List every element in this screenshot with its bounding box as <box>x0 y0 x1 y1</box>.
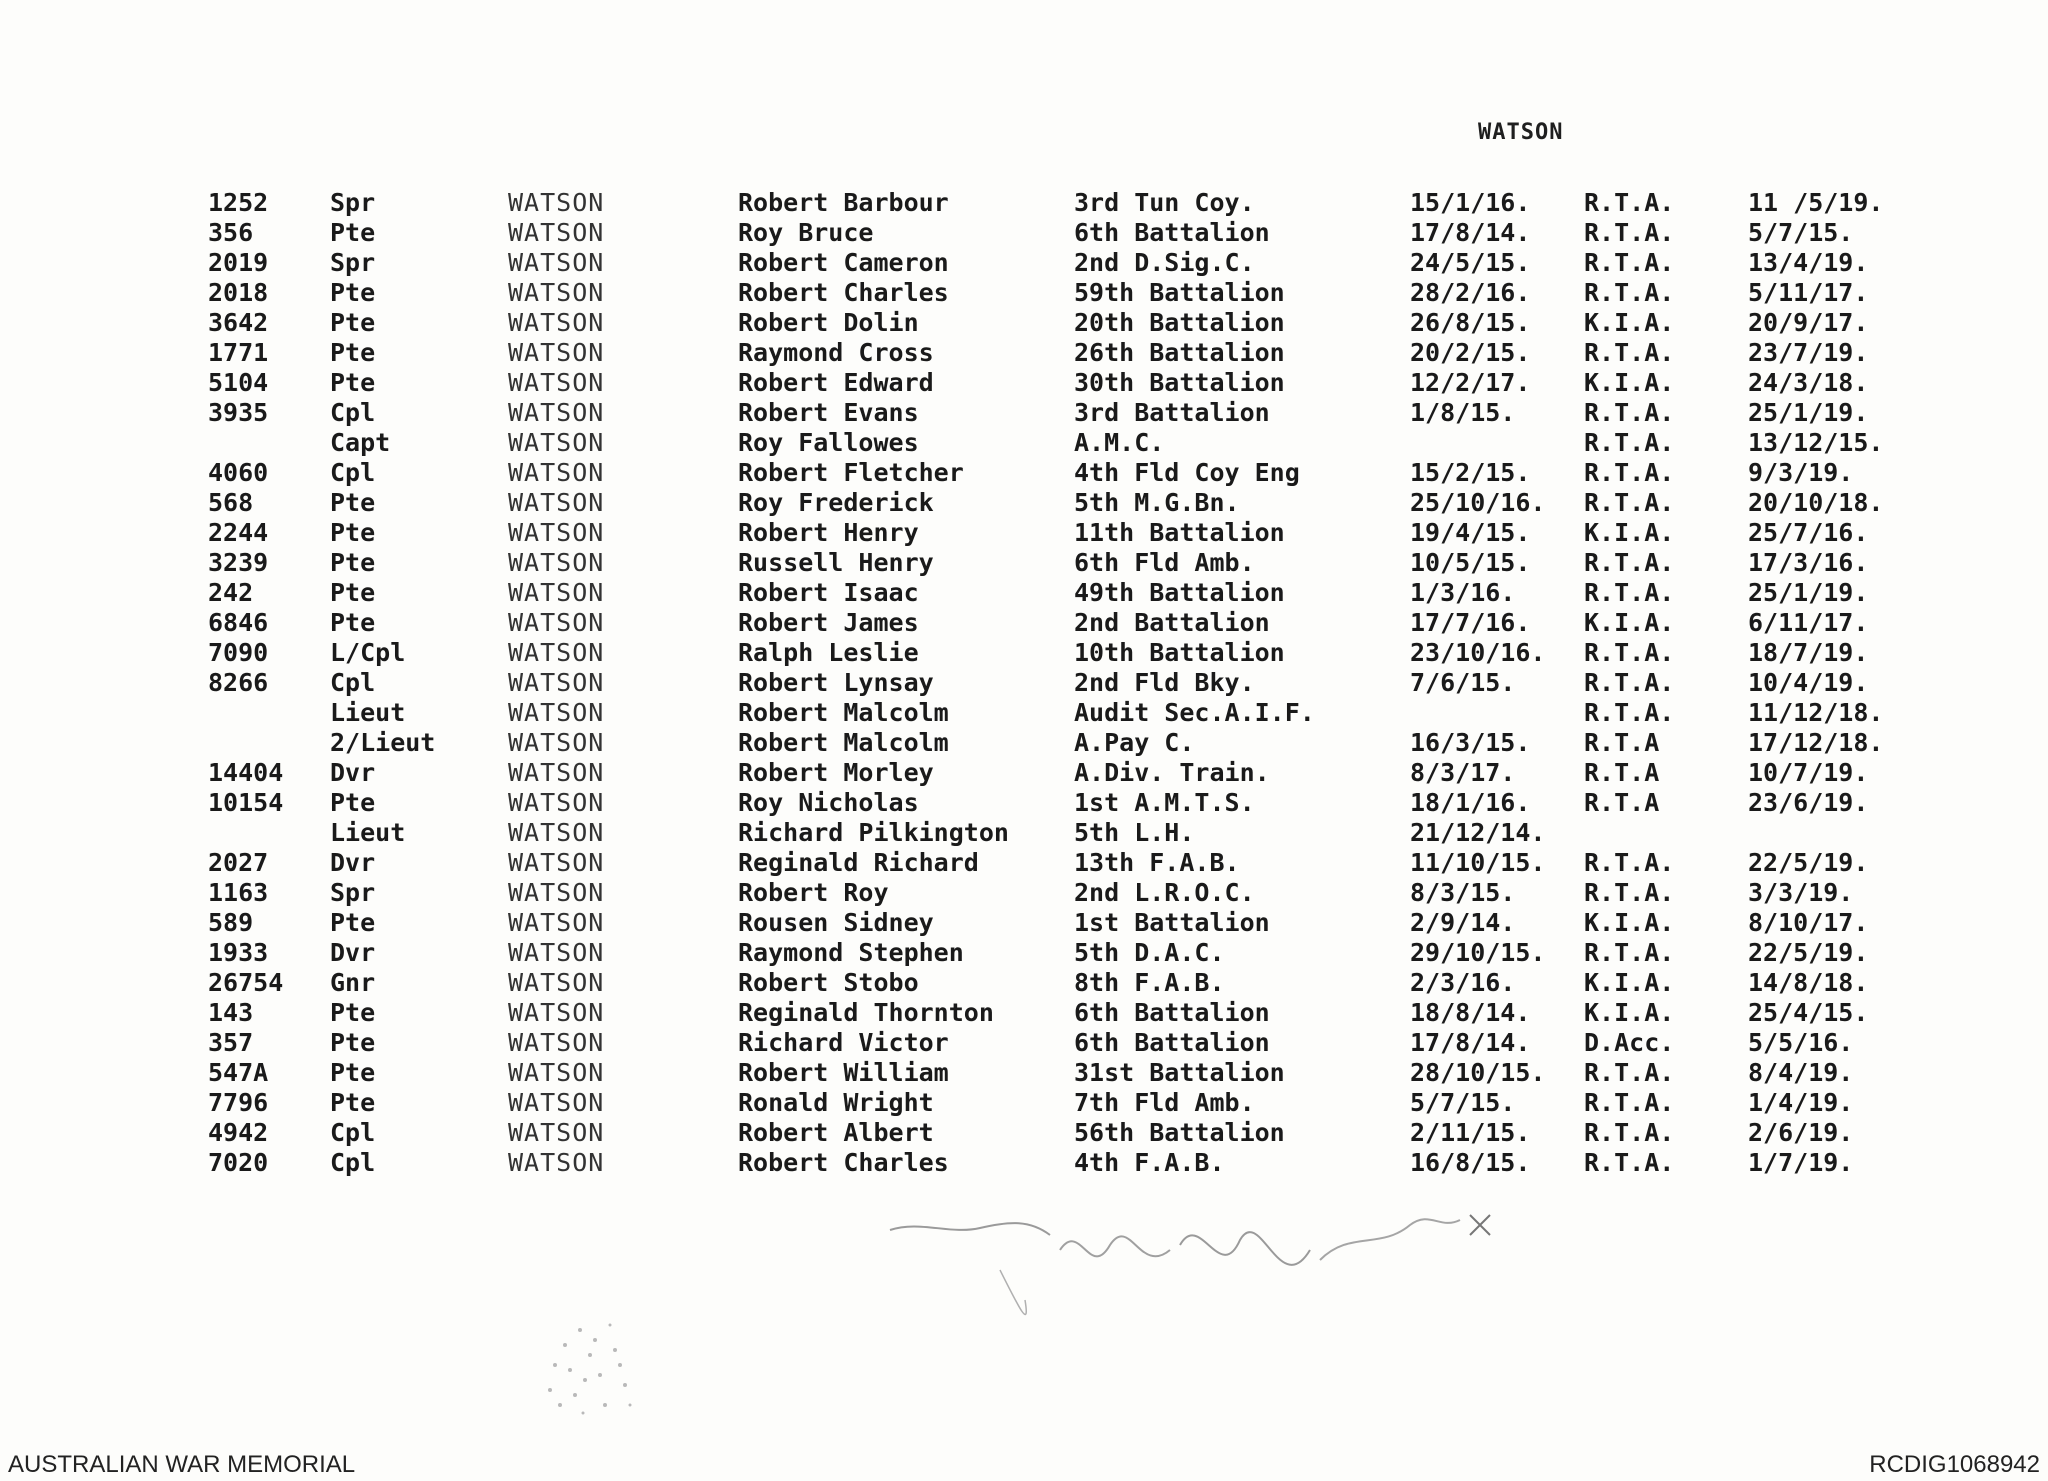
given-names: Robert Morley <box>738 758 934 787</box>
enlistment-date: 26/8/15. <box>1410 308 1531 337</box>
unit: 6th Battalion <box>1074 998 1270 1027</box>
table-row <box>0 818 2048 848</box>
fate-date: 13/4/19. <box>1748 248 1869 277</box>
service-number: 3642 <box>208 308 269 337</box>
fate: K.I.A. <box>1584 998 1675 1027</box>
unit: 4th Fld Coy Eng <box>1074 458 1300 487</box>
given-names: Raymond Cross <box>738 338 934 367</box>
surname: WATSON <box>508 1028 605 1057</box>
given-names: Rousen Sidney <box>738 908 934 937</box>
enlistment-date: 1/8/15. <box>1410 398 1516 427</box>
service-number: 10154 <box>208 788 284 817</box>
enlistment-date: 18/8/14. <box>1410 998 1531 1027</box>
enlistment-date: 12/2/17. <box>1410 368 1531 397</box>
fate: R.T.A. <box>1584 1088 1675 1117</box>
surname: WATSON <box>508 458 605 487</box>
fate: R.T.A. <box>1584 218 1675 247</box>
enlistment-date: 28/2/16. <box>1410 278 1531 307</box>
rank: Pte <box>330 548 376 577</box>
fate: R.T.A. <box>1584 1058 1675 1087</box>
surname: WATSON <box>508 218 605 247</box>
surname: WATSON <box>508 1148 605 1177</box>
given-names: Robert Stobo <box>738 968 919 997</box>
given-names: Russell Henry <box>738 548 934 577</box>
rank: Pte <box>330 308 376 337</box>
enlistment-date: 5/7/15. <box>1410 1088 1516 1117</box>
fate: R.T.A. <box>1584 548 1675 577</box>
unit: 7th Fld Amb. <box>1074 1088 1255 1117</box>
enlistment-date: 19/4/15. <box>1410 518 1531 547</box>
fate-date: 20/9/17. <box>1748 308 1869 337</box>
fate: R.T.A. <box>1584 668 1675 697</box>
table-row <box>0 758 2048 788</box>
service-number: 2019 <box>208 248 269 277</box>
given-names: Richard Victor <box>738 1028 949 1057</box>
fate: R.T.A. <box>1584 398 1675 427</box>
surname: WATSON <box>508 428 605 457</box>
unit: 10th Battalion <box>1074 638 1285 667</box>
fate: K.I.A. <box>1584 518 1675 547</box>
surname: WATSON <box>508 548 605 577</box>
surname: WATSON <box>508 488 605 517</box>
given-names: Raymond Stephen <box>738 938 964 967</box>
enlistment-date: 16/3/15. <box>1410 728 1531 757</box>
surname: WATSON <box>508 248 605 277</box>
service-number: 7020 <box>208 1148 269 1177</box>
rank: Pte <box>330 608 376 637</box>
service-number: 7796 <box>208 1088 269 1117</box>
service-number: 2018 <box>208 278 269 307</box>
fate-date: 3/3/19. <box>1748 878 1854 907</box>
fate: R.T.A. <box>1584 188 1675 217</box>
rank: Cpl <box>330 398 376 427</box>
service-number: 6846 <box>208 608 269 637</box>
given-names: Robert Charles <box>738 1148 949 1177</box>
surname: WATSON <box>508 518 605 547</box>
surname: WATSON <box>508 1058 605 1087</box>
fate: R.T.A. <box>1584 1148 1675 1177</box>
table-row <box>0 908 2048 938</box>
table-row <box>0 398 2048 428</box>
surname: WATSON <box>508 788 605 817</box>
fate: R.T.A. <box>1584 278 1675 307</box>
unit: 11th Battalion <box>1074 518 1285 547</box>
service-number: 3935 <box>208 398 269 427</box>
fate: R.T.A. <box>1584 878 1675 907</box>
rank: Pte <box>330 338 376 367</box>
enlistment-date: 25/10/16. <box>1410 488 1546 517</box>
fate-date: 8/4/19. <box>1748 1058 1854 1087</box>
service-number: 1771 <box>208 338 269 367</box>
table-row <box>0 878 2048 908</box>
rank: Pte <box>330 908 376 937</box>
handwritten-signature <box>880 1190 1520 1340</box>
table-row <box>0 248 2048 278</box>
unit: 3rd Tun Coy. <box>1074 188 1255 217</box>
table-row <box>0 278 2048 308</box>
unit: 1st A.M.T.S. <box>1074 788 1255 817</box>
rank: Cpl <box>330 1148 376 1177</box>
table-row <box>0 1028 2048 1058</box>
service-number: 7090 <box>208 638 269 667</box>
fate-date: 23/7/19. <box>1748 338 1869 367</box>
table-row <box>0 638 2048 668</box>
table-row <box>0 188 2048 218</box>
unit: 30th Battalion <box>1074 368 1285 397</box>
table-row <box>0 1088 2048 1118</box>
service-number: 143 <box>208 998 254 1027</box>
fate-date: 10/4/19. <box>1748 668 1869 697</box>
fate: D.Acc. <box>1584 1028 1675 1057</box>
unit: 5th D.A.C. <box>1074 938 1225 967</box>
table-row <box>0 968 2048 998</box>
rank: Pte <box>330 998 376 1027</box>
enlistment-date: 24/5/15. <box>1410 248 1531 277</box>
rank: Gnr <box>330 968 376 997</box>
fate-date: 5/11/17. <box>1748 278 1869 307</box>
unit: 8th F.A.B. <box>1074 968 1225 997</box>
table-row <box>0 458 2048 488</box>
service-number: 547A <box>208 1058 269 1087</box>
unit: 5th L.H. <box>1074 818 1195 847</box>
fate: R.T.A. <box>1584 938 1675 967</box>
given-names: Robert Lynsay <box>738 668 934 697</box>
unit: Audit Sec.A.I.F. <box>1074 698 1315 727</box>
unit: 26th Battalion <box>1074 338 1285 367</box>
surname: WATSON <box>508 338 605 367</box>
enlistment-date: 2/11/15. <box>1410 1118 1531 1147</box>
service-number: 242 <box>208 578 254 607</box>
fate: R.T.A. <box>1584 578 1675 607</box>
fate-date: 5/5/16. <box>1748 1028 1854 1057</box>
rank: Cpl <box>330 458 376 487</box>
given-names: Robert William <box>738 1058 949 1087</box>
fate-date: 11/12/18. <box>1748 698 1884 727</box>
surname: WATSON <box>508 968 605 997</box>
service-number: 2027 <box>208 848 269 877</box>
fate: R.T.A <box>1584 728 1660 757</box>
given-names: Ralph Leslie <box>738 638 919 667</box>
table-row <box>0 608 2048 638</box>
enlistment-date: 16/8/15. <box>1410 1148 1531 1177</box>
service-number: 356 <box>208 218 254 247</box>
surname: WATSON <box>508 998 605 1027</box>
enlistment-date: 18/1/16. <box>1410 788 1531 817</box>
page-header: WATSON <box>1478 120 1564 145</box>
table-row <box>0 338 2048 368</box>
rank: Spr <box>330 248 376 277</box>
enlistment-date: 8/3/15. <box>1410 878 1516 907</box>
service-number: 14404 <box>208 758 284 787</box>
rank: Pte <box>330 1028 376 1057</box>
surname: WATSON <box>508 878 605 907</box>
service-number: 1252 <box>208 188 269 217</box>
given-names: Robert Charles <box>738 278 949 307</box>
nominal-roll-table <box>0 188 2048 1178</box>
fate: R.T.A. <box>1584 848 1675 877</box>
fate-date: 2/6/19. <box>1748 1118 1854 1147</box>
fate: R.T.A. <box>1584 698 1675 727</box>
fate-date: 17/3/16. <box>1748 548 1869 577</box>
table-row <box>0 1148 2048 1178</box>
fate-date: 23/6/19. <box>1748 788 1869 817</box>
unit: A.Pay C. <box>1074 728 1195 757</box>
fate-date: 25/1/19. <box>1748 398 1869 427</box>
surname: WATSON <box>508 908 605 937</box>
table-row <box>0 788 2048 818</box>
enlistment-date: 7/6/15. <box>1410 668 1516 697</box>
fate-date: 6/11/17. <box>1748 608 1869 637</box>
ink-smudge <box>535 1305 650 1425</box>
table-row <box>0 698 2048 728</box>
surname: WATSON <box>508 728 605 757</box>
fate: R.T.A. <box>1584 428 1675 457</box>
fate: R.T.A. <box>1584 248 1675 277</box>
unit: 59th Battalion <box>1074 278 1285 307</box>
service-number: 8266 <box>208 668 269 697</box>
unit: 2nd L.R.O.C. <box>1074 878 1255 907</box>
enlistment-date: 20/2/15. <box>1410 338 1531 367</box>
fate: K.I.A. <box>1584 608 1675 637</box>
unit: 20th Battalion <box>1074 308 1285 337</box>
fate-date: 25/1/19. <box>1748 578 1869 607</box>
rank: Cpl <box>330 668 376 697</box>
surname: WATSON <box>508 1088 605 1117</box>
service-number: 2244 <box>208 518 269 547</box>
rank: Pte <box>330 218 376 247</box>
surname: WATSON <box>508 608 605 637</box>
fate-date: 1/4/19. <box>1748 1088 1854 1117</box>
enlistment-date: 21/12/14. <box>1410 818 1546 847</box>
given-names: Reginald Richard <box>738 848 979 877</box>
given-names: Roy Bruce <box>738 218 874 247</box>
surname: WATSON <box>508 818 605 847</box>
fate-date: 24/3/18. <box>1748 368 1869 397</box>
surname: WATSON <box>508 578 605 607</box>
unit: 13th F.A.B. <box>1074 848 1240 877</box>
fate-date: 22/5/19. <box>1748 938 1869 967</box>
given-names: Robert James <box>738 608 919 637</box>
table-row <box>0 998 2048 1028</box>
unit: 1st Battalion <box>1074 908 1270 937</box>
unit: 2nd D.Sig.C. <box>1074 248 1255 277</box>
rank: Pte <box>330 788 376 817</box>
enlistment-date: 17/8/14. <box>1410 218 1531 247</box>
service-number: 4942 <box>208 1118 269 1147</box>
rank: Capt <box>330 428 391 457</box>
table-row <box>0 218 2048 248</box>
rank: Pte <box>330 368 376 397</box>
surname: WATSON <box>508 638 605 667</box>
given-names: Robert Dolin <box>738 308 919 337</box>
table-row <box>0 1118 2048 1148</box>
service-number: 26754 <box>208 968 284 997</box>
enlistment-date: 8/3/17. <box>1410 758 1516 787</box>
enlistment-date: 11/10/15. <box>1410 848 1546 877</box>
given-names: Roy Fallowes <box>738 428 919 457</box>
fate: K.I.A. <box>1584 908 1675 937</box>
fate: R.T.A. <box>1584 458 1675 487</box>
unit: 3rd Battalion <box>1074 398 1270 427</box>
fate: K.I.A. <box>1584 308 1675 337</box>
fate-date: 14/8/18. <box>1748 968 1869 997</box>
unit: 49th Battalion <box>1074 578 1285 607</box>
surname: WATSON <box>508 698 605 727</box>
rank: Dvr <box>330 938 376 967</box>
given-names: Robert Evans <box>738 398 919 427</box>
service-number: 589 <box>208 908 254 937</box>
unit: 4th F.A.B. <box>1074 1148 1225 1177</box>
table-row <box>0 668 2048 698</box>
given-names: Robert Malcolm <box>738 698 949 727</box>
rank: Pte <box>330 278 376 307</box>
rank: Spr <box>330 188 376 217</box>
fate-date: 22/5/19. <box>1748 848 1869 877</box>
enlistment-date: 1/3/16. <box>1410 578 1516 607</box>
unit: 2nd Fld Bky. <box>1074 668 1255 697</box>
fate-date: 9/3/19. <box>1748 458 1854 487</box>
enlistment-date: 15/1/16. <box>1410 188 1531 217</box>
table-row <box>0 428 2048 458</box>
rank: Pte <box>330 578 376 607</box>
surname: WATSON <box>508 398 605 427</box>
table-row <box>0 308 2048 338</box>
service-number: 357 <box>208 1028 254 1057</box>
fate-date: 10/7/19. <box>1748 758 1869 787</box>
service-number: 568 <box>208 488 254 517</box>
rank: Pte <box>330 518 376 547</box>
enlistment-date: 17/7/16. <box>1410 608 1531 637</box>
given-names: Roy Frederick <box>738 488 934 517</box>
fate: R.T.A. <box>1584 488 1675 517</box>
given-names: Reginald Thornton <box>738 998 994 1027</box>
rank: Spr <box>330 878 376 907</box>
surname: WATSON <box>508 278 605 307</box>
rank: Cpl <box>330 1118 376 1147</box>
fate-date: 8/10/17. <box>1748 908 1869 937</box>
unit: 5th M.G.Bn. <box>1074 488 1240 517</box>
surname: WATSON <box>508 1118 605 1147</box>
fate-date: 25/7/16. <box>1748 518 1869 547</box>
fate-date: 11 /5/19. <box>1748 188 1884 217</box>
unit: 2nd Battalion <box>1074 608 1270 637</box>
rank: Dvr <box>330 758 376 787</box>
fate: R.T.A. <box>1584 638 1675 667</box>
given-names: Robert Henry <box>738 518 919 547</box>
given-names: Ronald Wright <box>738 1088 934 1117</box>
surname: WATSON <box>508 758 605 787</box>
enlistment-date: 23/10/16. <box>1410 638 1546 667</box>
rank: Lieut <box>330 698 406 727</box>
fate-date: 18/7/19. <box>1748 638 1869 667</box>
table-row <box>0 548 2048 578</box>
given-names: Richard Pilkington <box>738 818 1009 847</box>
surname: WATSON <box>508 308 605 337</box>
fate: R.T.A <box>1584 788 1660 817</box>
unit: A.M.C. <box>1074 428 1165 457</box>
fate: R.T.A <box>1584 758 1660 787</box>
given-names: Robert Fletcher <box>738 458 964 487</box>
unit: A.Div. Train. <box>1074 758 1270 787</box>
service-number: 3239 <box>208 548 269 577</box>
given-names: Robert Isaac <box>738 578 919 607</box>
given-names: Roy Nicholas <box>738 788 919 817</box>
fate: R.T.A. <box>1584 338 1675 367</box>
rank: L/Cpl <box>330 638 406 667</box>
table-row <box>0 578 2048 608</box>
fate-date: 25/4/15. <box>1748 998 1869 1027</box>
given-names: Robert Albert <box>738 1118 934 1147</box>
surname: WATSON <box>508 188 605 217</box>
fate-date: 1/7/19. <box>1748 1148 1854 1177</box>
fate: R.T.A. <box>1584 1118 1675 1147</box>
service-number: 1933 <box>208 938 269 967</box>
fate-date: 5/7/15. <box>1748 218 1854 247</box>
unit: 6th Battalion <box>1074 1028 1270 1057</box>
rank: Pte <box>330 1088 376 1117</box>
enlistment-date: 17/8/14. <box>1410 1028 1531 1057</box>
given-names: Robert Malcolm <box>738 728 949 757</box>
service-number: 1163 <box>208 878 269 907</box>
rank: 2/Lieut <box>330 728 436 757</box>
archive-reference: RCDIG1068942 <box>1869 1451 2040 1478</box>
unit: 56th Battalion <box>1074 1118 1285 1147</box>
enlistment-date: 28/10/15. <box>1410 1058 1546 1087</box>
given-names: Robert Barbour <box>738 188 949 217</box>
enlistment-date: 2/9/14. <box>1410 908 1516 937</box>
enlistment-date: 29/10/15. <box>1410 938 1546 967</box>
given-names: Robert Roy <box>738 878 889 907</box>
rank: Dvr <box>330 848 376 877</box>
table-row <box>0 728 2048 758</box>
unit: 6th Fld Amb. <box>1074 548 1255 577</box>
enlistment-date: 2/3/16. <box>1410 968 1516 997</box>
table-row <box>0 848 2048 878</box>
archive-credit: AUSTRALIAN WAR MEMORIAL <box>8 1451 356 1478</box>
fate-date: 20/10/18. <box>1748 488 1884 517</box>
enlistment-date: 15/2/15. <box>1410 458 1531 487</box>
table-row <box>0 1058 2048 1088</box>
table-row <box>0 368 2048 398</box>
fate-date: 13/12/15. <box>1748 428 1884 457</box>
given-names: Robert Cameron <box>738 248 949 277</box>
fate: K.I.A. <box>1584 368 1675 397</box>
surname: WATSON <box>508 848 605 877</box>
surname: WATSON <box>508 938 605 967</box>
surname: WATSON <box>508 368 605 397</box>
unit: 6th Battalion <box>1074 218 1270 247</box>
rank: Pte <box>330 1058 376 1087</box>
table-row <box>0 518 2048 548</box>
rank: Pte <box>330 488 376 517</box>
surname: WATSON <box>508 668 605 697</box>
given-names: Robert Edward <box>738 368 934 397</box>
unit: 31st Battalion <box>1074 1058 1285 1087</box>
service-number: 4060 <box>208 458 269 487</box>
rank: Lieut <box>330 818 406 847</box>
table-row <box>0 938 2048 968</box>
fate: K.I.A. <box>1584 968 1675 997</box>
enlistment-date: 10/5/15. <box>1410 548 1531 577</box>
table-row <box>0 488 2048 518</box>
service-number: 5104 <box>208 368 269 397</box>
fate-date: 17/12/18. <box>1748 728 1884 757</box>
